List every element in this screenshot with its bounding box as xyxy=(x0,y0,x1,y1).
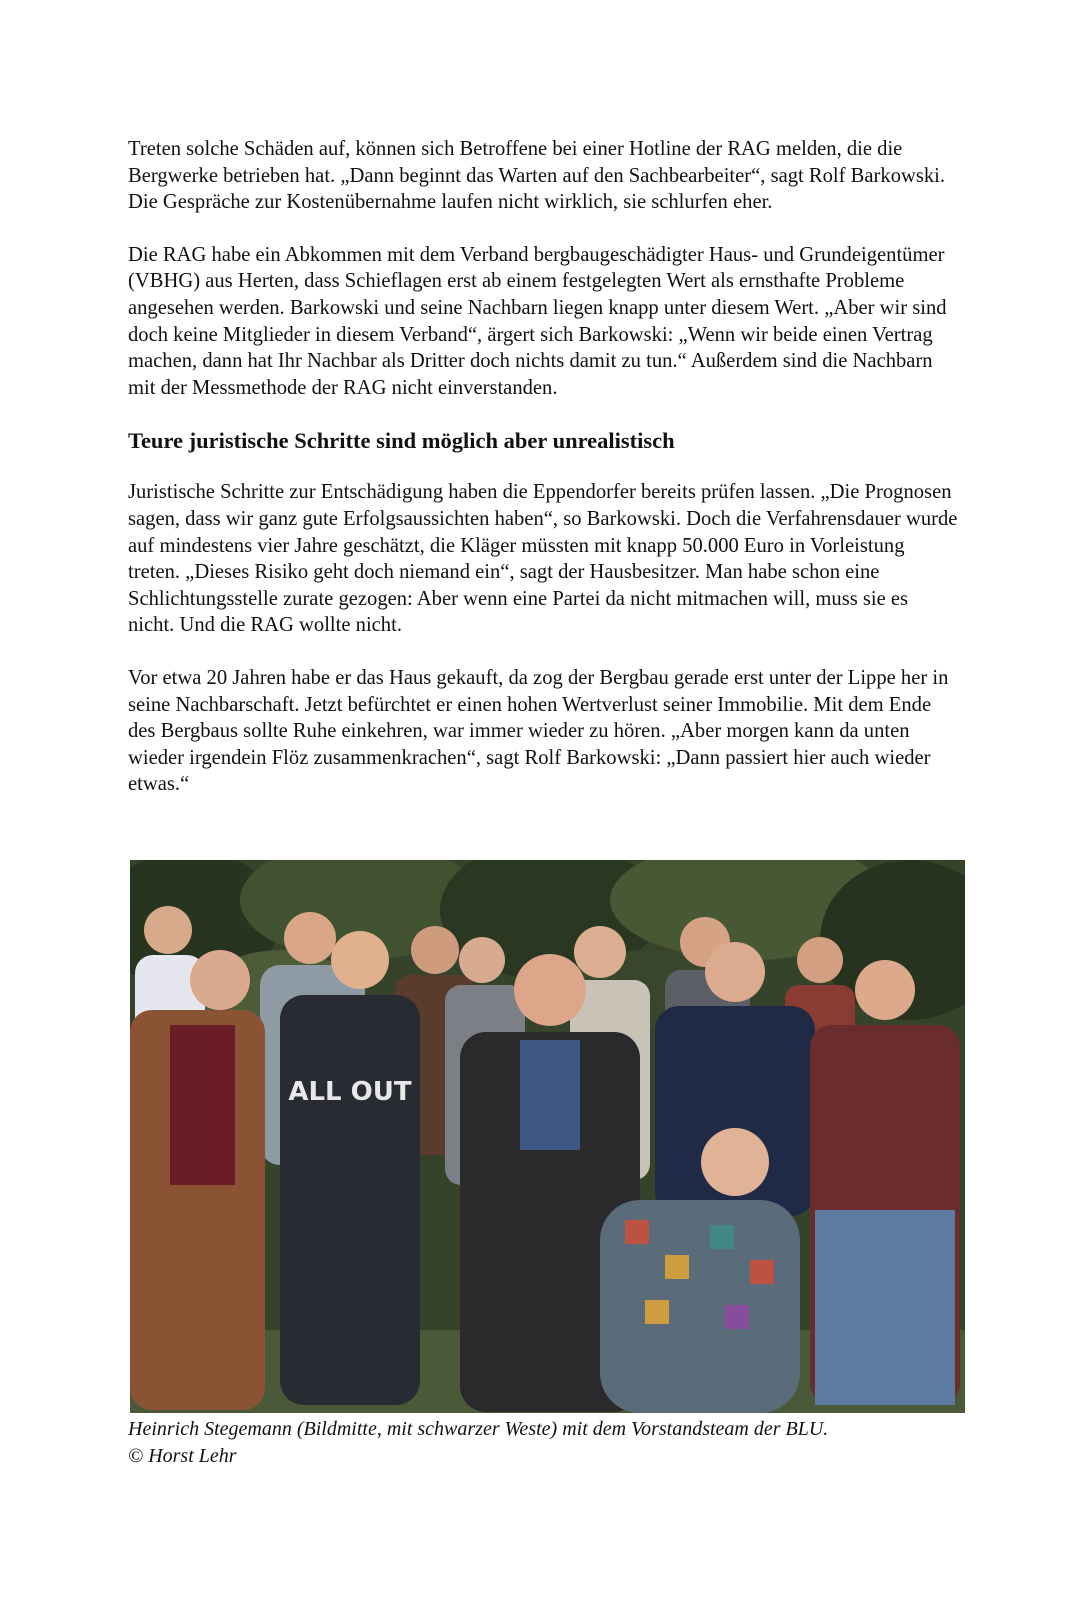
shirt-print: ALL OUT xyxy=(288,1077,412,1107)
photo-credit: © Horst Lehr xyxy=(128,1445,237,1467)
paragraph-4: Vor etwa 20 Jahren habe er das Haus gekauft, da zog der Bergbau gerade erst unter der Lippe her in seine Nachbarschaft. Jetzt befürchtet er einen hohen Wertverlust seiner Immobilie. Mit dem Ende des Bergbaus sollte Ruhe einkehren, war immer wieder zu hören. „Aber morgen kann da unten wieder irgendein Flöz zusammenkrachen“, sagt Rolf Barkowski: „Dann passiert hier auch wieder etwas.“ xyxy=(128,666,949,796)
photo-caption xyxy=(128,1416,978,1470)
group-photo xyxy=(130,860,965,1413)
article-body xyxy=(128,136,958,824)
group-photo-illustration xyxy=(130,860,965,1413)
section-heading: Teure juristische Schritte sind möglich aber unrealistisch xyxy=(128,428,675,454)
paragraph-2: Die RAG habe ein Abkommen mit dem Verband bergbaugeschädigter Haus- und Grundeigentümer (VBHG) aus Herten, dass Schieflagen erst ab einem festgelegten Wert als ernsthafte Probleme angesehen werden. Barkowski und seine Nachbarn liegen knapp unter diesem Wert. „Aber wir sind doch keine Mitglieder in diesem Verband“, ärgert sich Barkowski: „Wenn wir beide einen Vertrag machen, dann hat Ihr Nachbar als Dritter doch nichts damit zu tun.“ Außerdem sind die Nachbarn mit der Messmethode der RAG nicht einverstanden. xyxy=(128,243,947,399)
paragraph-3: Juristische Schritte zur Entschädigung haben die Eppendorfer bereits prüfen lassen. „Die Prognosen sagen, dass wir ganz gute Erfolgsaussichten haben“, so Barkowski. Doch die Verfahrensdauer wurde auf mindestens vier Jahre geschätzt, die Kläger müssten mit knapp 50.000 Euro in Vorleistung treten. „Dieses Risiko geht doch niemand ein“, sagt der Hausbesitzer. Man habe schon eine Schlichtungsstelle zurate gezogen: Aber wenn eine Partei da nicht mitmachen will, muss sie es nicht. Und die RAG wollte nicht. xyxy=(128,481,958,637)
paragraph-1: Treten solche Schäden auf, können sich Betroffene bei einer Hotline der RAG melden, die die Bergwerke betrieben hat. „Dann beginnt das Warten auf den Sachbearbeiter“, sagt Rolf Barkowski. Die Gespräche zur Kostenübernahme laufen nicht wirklich, sie schlurfen eher. xyxy=(128,138,946,214)
caption-text: Heinrich Stegemann (Bildmitte, mit schwarzer Weste) mit dem Vorstandsteam der BLU. xyxy=(128,1418,829,1440)
